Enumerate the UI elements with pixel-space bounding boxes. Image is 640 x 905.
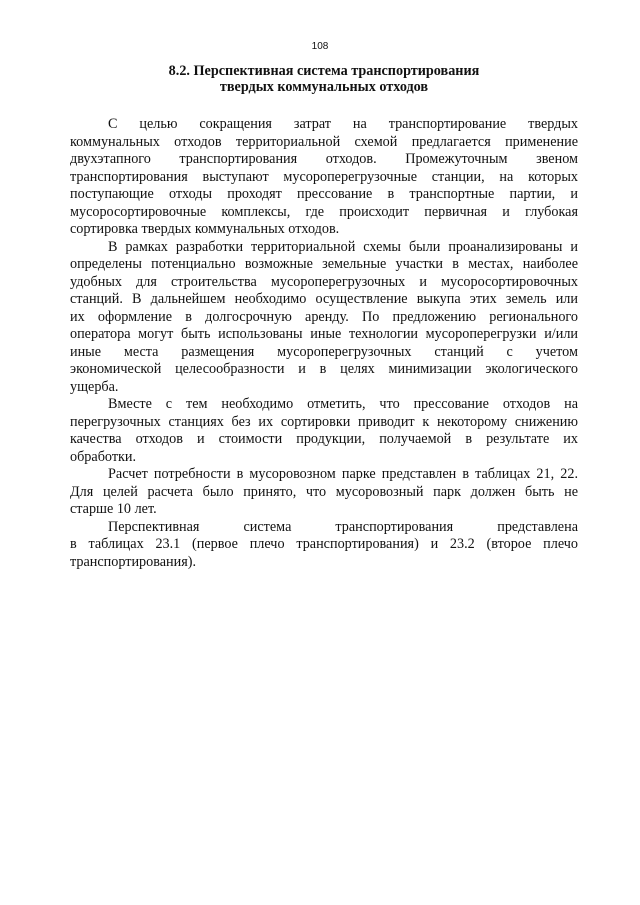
text-line: Вместе с тем необходимо отметить, что прессование отходов на [108, 396, 578, 412]
paragraph-1 [70, 116, 578, 239]
text-line: поступающие отходы проходят прессование в транспортные партии, и [70, 186, 578, 202]
text-line: Для целей расчета было принято, что мусоровозный парк должен быть не [70, 483, 578, 500]
text-line: качества отходов и стоимости продукции, получаемой в результате их [70, 431, 578, 447]
text-line: старше 10 лет. [70, 501, 157, 517]
text-line: мусоросортировочные комплексы, где происходит первичная и глубокая [70, 203, 578, 220]
text-line: оператора могут быть использованы иные технологии мусороперегрузки и/или [70, 326, 578, 342]
text-line: двухэтапного транспортирования отходов. Промежуточным звеном [70, 151, 578, 167]
text-line: иные места размещения мусороперегрузочных станций с учетом [70, 343, 578, 360]
text-line: сортировка твердых коммунальных отходов. [70, 221, 340, 237]
text-line: удобных для строительства мусороперегрузочных и мусоросортировочных [70, 273, 578, 290]
text-line: В рамках разработки территориальной схемы были проанализированы и [108, 238, 578, 255]
page-number: 108 [311, 41, 329, 52]
text-line: экономической целесообразности и в целях минимизации экологического [70, 361, 578, 377]
text-line: транспортирования). [70, 553, 197, 570]
section-heading-line-2: твердых коммунальных отходов [219, 79, 429, 95]
text-line: коммунальных отходов территориальной схемой предлагается применение [70, 133, 578, 150]
text-line: Перспективная система транспортирования представлена [108, 518, 578, 535]
text-line: транспортирования выступают мусороперегрузочные станции, на которых [70, 168, 578, 185]
text-line: их оформление в долгосрочную аренду. По предложению регионального [70, 308, 578, 325]
text-line: Расчет потребности в мусоровозном парке представлен в таблицах 21, 22. [108, 466, 578, 482]
text-line: ущерба. [70, 378, 119, 395]
text-line: станций. В дальнейшем необходимо осуществление выкупа этих земель или [70, 291, 578, 307]
paragraph-4 [70, 466, 578, 519]
section-heading-line-1: 8.2. Перспективная система транспортирования [168, 63, 480, 79]
paragraph-2 [70, 239, 578, 397]
text-line: обработки. [70, 448, 137, 465]
section-heading [70, 63, 578, 95]
paragraph-5 [70, 519, 578, 572]
text-line: определены потенциально возможные земельные участки в местах, наиболее [70, 256, 578, 272]
text-line: перегрузочных станциях без их сортировки приводит к некоторому снижению [70, 413, 578, 430]
paragraph-3 [70, 396, 578, 466]
text-line: в таблицах 23.1 (первое плечо транспортирования) и 23.2 (второе плечо [70, 536, 578, 552]
text-line: С целью сокращения затрат на транспортирование твердых [108, 116, 578, 132]
body-text [70, 116, 578, 571]
